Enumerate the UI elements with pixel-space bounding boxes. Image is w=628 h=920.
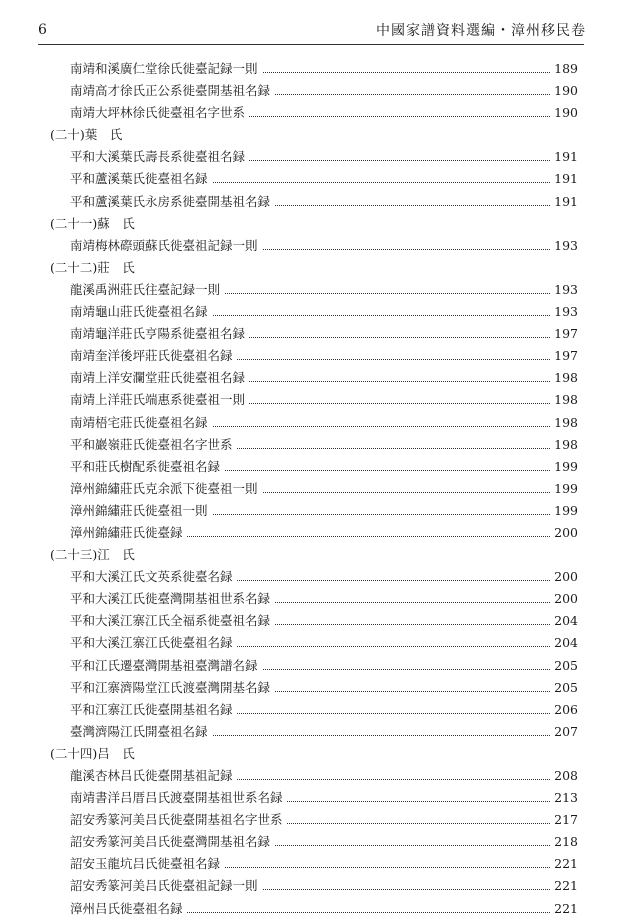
entry-page-number: 189 xyxy=(550,58,578,80)
entry-page-number: 197 xyxy=(550,345,578,367)
entry-page-number: 205 xyxy=(550,677,578,699)
entry-page-number: 204 xyxy=(550,610,578,632)
entry-page-number: 217 xyxy=(550,809,578,831)
entry-page-number: 198 xyxy=(550,389,578,411)
entry-title: 南靖奎洋後坪莊氏徙臺祖名録 xyxy=(70,348,237,363)
entry-page-number: 221 xyxy=(550,875,578,897)
toc-entry xyxy=(0,787,628,809)
entry-title: 平和大溪江寨江氏徙臺祖名録 xyxy=(70,635,237,650)
entry-page-number: 213 xyxy=(550,787,578,809)
section-heading-text: (二十二)莊 氏 xyxy=(50,259,135,275)
running-title: 中國家譜資料選編・漳州移民卷 xyxy=(376,23,586,39)
entry-title: 南靖書洋吕厝吕氏渡臺開基祖世系名録 xyxy=(70,790,287,805)
toc-entry xyxy=(0,367,628,389)
entry-title: 南靖龜洋莊氏亨陽系徙臺祖名録 xyxy=(70,326,249,341)
entry-page-number: 205 xyxy=(550,655,578,677)
toc-entry xyxy=(0,456,628,478)
entry-title: 平和江氏遷臺灣開基祖臺灣譜名録 xyxy=(70,658,262,673)
entry-title: 南靖梧宅莊氏徙臺祖名録 xyxy=(70,415,212,430)
toc-entry xyxy=(0,677,628,699)
toc-entry xyxy=(0,58,628,80)
toc-entry xyxy=(0,699,628,721)
entry-title: 南靖上洋安瀾堂莊氏徙臺祖名録 xyxy=(70,370,249,385)
section-heading-text: (二十)葉 氏 xyxy=(50,127,123,143)
entry-title: 漳州錦繡莊氏克余派下徙臺祖一則 xyxy=(70,481,262,496)
toc-entry xyxy=(0,632,628,654)
entry-title: 漳州錦繡莊氏徙臺祖一則 xyxy=(70,503,212,518)
toc-entry xyxy=(0,765,628,787)
entry-page-number: 190 xyxy=(550,80,578,102)
toc-entry xyxy=(0,102,628,124)
toc-entry xyxy=(0,301,628,323)
entry-page-number: 191 xyxy=(550,191,578,213)
toc-entry xyxy=(0,566,628,588)
toc-entry xyxy=(0,588,628,610)
entry-title: 詔安玉龍坑吕氏徙臺祖名録 xyxy=(70,856,224,871)
entry-page-number: 200 xyxy=(550,522,578,544)
toc-section-heading xyxy=(0,544,628,566)
entry-title: 詔安秀篆河美吕氏徙臺祖記録一則 xyxy=(70,878,262,893)
entry-page-number: 200 xyxy=(550,588,578,610)
entry-title: 南靖高才徐氏正公系徙臺開基祖名録 xyxy=(70,83,274,98)
toc-entry xyxy=(0,235,628,257)
toc-entry xyxy=(0,809,628,831)
entry-page-number: 191 xyxy=(550,168,578,190)
entry-page-number: 191 xyxy=(550,146,578,168)
entry-title: 臺灣濟陽江氏開臺祖名録 xyxy=(70,724,212,739)
entry-page-number: 198 xyxy=(550,367,578,389)
toc-entry xyxy=(0,853,628,875)
entry-title: 平和大溪葉氏壽長系徙臺祖名録 xyxy=(70,149,249,164)
entry-page-number: 190 xyxy=(550,102,578,124)
header-rule xyxy=(38,44,584,45)
entry-title: 平和蘆溪葉氏徙臺祖名録 xyxy=(70,171,212,186)
entry-title: 南靖龜山莊氏徙臺祖名録 xyxy=(70,304,212,319)
toc-entry xyxy=(0,434,628,456)
entry-page-number: 193 xyxy=(550,301,578,323)
table-of-contents xyxy=(0,58,628,920)
entry-title: 平和蘆溪葉氏永房系徙臺開基祖名録 xyxy=(70,194,274,209)
entry-page-number: 199 xyxy=(550,478,578,500)
entry-page-number: 200 xyxy=(550,566,578,588)
entry-page-number: 208 xyxy=(550,765,578,787)
toc-section-heading xyxy=(0,743,628,765)
entry-page-number: 206 xyxy=(550,699,578,721)
toc-section-heading xyxy=(0,257,628,279)
section-heading-text: (二十三)江 氏 xyxy=(50,547,135,563)
entry-title: 平和巖嶺莊氏徙臺祖名字世系 xyxy=(70,437,237,452)
entry-page-number: 199 xyxy=(550,456,578,478)
entry-page-number: 198 xyxy=(550,434,578,456)
entry-page-number: 221 xyxy=(550,898,578,920)
entry-title: 詔安秀篆河美吕氏徙臺灣開基祖名録 xyxy=(70,834,274,849)
entry-title: 平和江寨江氏徙臺開基祖名録 xyxy=(70,702,237,717)
toc-entry xyxy=(0,610,628,632)
section-heading-text: (二十四)吕 氏 xyxy=(50,745,135,761)
entry-page-number: 193 xyxy=(550,279,578,301)
toc-entry xyxy=(0,655,628,677)
entry-title: 南靖上洋莊氏端惠系徙臺祖一則 xyxy=(70,392,249,407)
toc-entry xyxy=(0,168,628,190)
toc-section-heading xyxy=(0,213,628,235)
toc-entry xyxy=(0,146,628,168)
toc-entry xyxy=(0,345,628,367)
entry-page-number: 193 xyxy=(550,235,578,257)
entry-page-number: 198 xyxy=(550,412,578,434)
entry-title: 南靖梅林磜頭蘇氏徙臺祖記録一則 xyxy=(70,238,262,253)
entry-title: 平和大溪江氏徙臺灣開基祖世系名録 xyxy=(70,591,274,606)
entry-title: 平和大溪江寨江氏全福系徙臺祖名録 xyxy=(70,613,274,628)
entry-page-number: 199 xyxy=(550,500,578,522)
toc-section-heading xyxy=(0,124,628,146)
toc-entry xyxy=(0,323,628,345)
entry-title: 平和莊氏樹配系徙臺祖名録 xyxy=(70,459,224,474)
entry-page-number: 218 xyxy=(550,831,578,853)
entry-title: 南靖和溪廣仁堂徐氏徙臺記録一則 xyxy=(70,61,262,76)
toc-entry xyxy=(0,412,628,434)
toc-entry xyxy=(0,279,628,301)
entry-title: 平和江寨濟陽堂江氏渡臺灣開基名録 xyxy=(70,680,274,695)
toc-entry xyxy=(0,80,628,102)
toc-entry xyxy=(0,831,628,853)
entry-page-number: 197 xyxy=(550,323,578,345)
entry-title: 詔安秀篆河美吕氏徙臺開基祖名字世系 xyxy=(70,812,287,827)
section-heading-text: (二十一)蘇 氏 xyxy=(50,215,135,231)
toc-entry xyxy=(0,478,628,500)
entry-page-number: 204 xyxy=(550,632,578,654)
entry-title: 平和大溪江氏文英系徙臺名録 xyxy=(70,569,237,584)
page-number: 6 xyxy=(38,22,47,38)
toc-entry xyxy=(0,721,628,743)
entry-title: 漳州吕氏徙臺祖名録 xyxy=(70,901,187,916)
toc-entry xyxy=(0,875,628,897)
entry-page-number: 221 xyxy=(550,853,578,875)
toc-entry xyxy=(0,500,628,522)
entry-page-number: 207 xyxy=(550,721,578,743)
toc-entry xyxy=(0,389,628,411)
entry-title: 龍溪杏林吕氏徙臺開基祖記録 xyxy=(70,768,237,783)
toc-entry xyxy=(0,191,628,213)
entry-title: 龍溪禹洲莊氏往臺記録一則 xyxy=(70,282,224,297)
entry-title: 南靖大坪林徐氏徙臺祖名字世系 xyxy=(70,105,249,120)
entry-title: 漳州錦繡莊氏徙臺録 xyxy=(70,525,187,540)
toc-entry xyxy=(0,522,628,544)
